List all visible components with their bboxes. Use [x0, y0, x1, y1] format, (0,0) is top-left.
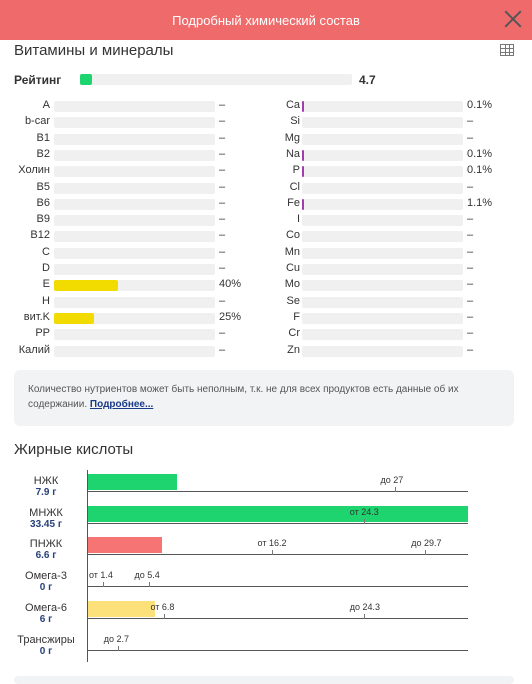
nutrient-value: –: [219, 327, 226, 340]
nutrient-value: –: [467, 229, 474, 242]
nutrient-value: –: [467, 262, 474, 274]
nutrient-name: Mo: [284, 278, 300, 291]
nutrient-name: b-car: [24, 115, 50, 128]
nutrient-name: Si: [290, 115, 300, 128]
nutrient-name: Cr: [288, 327, 300, 340]
nutrient-note: [14, 370, 514, 426]
nutrient-value: –: [219, 294, 226, 307]
close-icon[interactable]: [502, 8, 524, 30]
next-section-card: [14, 676, 514, 684]
nutrient-row: [0, 295, 532, 311]
nutrient-value: –: [219, 180, 226, 193]
rating-label: Рейтинг: [14, 73, 62, 87]
row-baseline: [87, 650, 468, 651]
norm-marker-label: до 2.7: [103, 633, 130, 644]
nutrient-bar: [302, 117, 463, 128]
norm-marker-tick: [118, 646, 119, 651]
table-view-icon[interactable]: [500, 44, 514, 56]
nutrient-bar: [302, 199, 463, 210]
nutrient-row: [0, 148, 532, 164]
nutrient-value: –: [467, 115, 474, 128]
more-link[interactable]: Подробнее...: [89, 399, 154, 410]
section-title-fatty-acids: Жирные кислоты: [14, 441, 134, 458]
nutrient-name: Cl: [289, 180, 300, 193]
nutrient-name: H: [42, 294, 50, 307]
rating-bar-fill: [80, 74, 92, 85]
nutrient-name: PP: [35, 327, 50, 340]
nutrient-name: B1: [36, 131, 50, 144]
fatty-acid-amount: 33.45 г: [30, 518, 62, 530]
nutrient-value: 0.1%: [467, 147, 493, 160]
nutrient-row: [0, 213, 532, 229]
fatty-acid-bar: [87, 506, 468, 522]
nutrient-value: –: [219, 99, 226, 111]
norm-marker-label: от 6.8: [150, 601, 175, 612]
section-title-vitamins: Витамины и минералы: [14, 42, 174, 59]
nutrient-value: –: [467, 131, 474, 144]
fatty-acid-amount: 0 г: [39, 582, 53, 594]
fatty-acid-name: НЖК: [33, 475, 59, 487]
fatty-acid-name: Омега-6: [25, 601, 67, 614]
norm-marker-tick: [425, 550, 426, 555]
nutrient-bar: [302, 248, 463, 259]
fatty-acid-amount: 6 г: [39, 613, 53, 625]
nutrient-value: –: [467, 180, 474, 193]
nutrient-value: –: [467, 294, 474, 307]
fatty-acid-name: ПНЖК: [29, 538, 63, 551]
nutrient-name: Холин: [18, 164, 50, 177]
fatty-acid-name: Омега-3: [25, 570, 67, 583]
nutrient-bar: [302, 329, 463, 340]
norm-marker-tick: [272, 550, 273, 555]
nutrient-row: [0, 197, 532, 213]
nutrient-name: Mg: [284, 131, 300, 144]
nutrient-value: –: [219, 196, 226, 209]
nutrient-name: Mn: [284, 245, 300, 258]
row-baseline: [87, 586, 468, 587]
modal-header: [0, 0, 532, 40]
nutrient-row: [0, 311, 532, 327]
nutrient-bar-fill: [302, 150, 304, 161]
nutrient-bar: [302, 166, 463, 177]
norm-marker-label: от 16.2: [257, 538, 287, 549]
nutrient-name: Co: [285, 229, 300, 242]
nutrient-row: [0, 229, 532, 245]
nutrient-bar-fill: [302, 166, 304, 177]
fatty-acid-amount: 0 г: [39, 645, 53, 657]
norm-marker-tick: [364, 519, 365, 524]
nutrient-bar: [302, 101, 463, 112]
nutrient-value: –: [467, 327, 474, 340]
nutrient-row: [0, 132, 532, 148]
nutrient-value: –: [219, 262, 226, 274]
nutrient-bar: [302, 297, 463, 308]
nutrient-name: Калий: [18, 343, 50, 356]
row-baseline: [87, 554, 468, 555]
nutrient-value: –: [219, 164, 226, 177]
nutrient-row: [0, 327, 532, 343]
nutrient-name: A: [42, 99, 50, 111]
nutrient-value: –: [219, 229, 226, 242]
nutrient-row: [0, 181, 532, 197]
nutrient-row: [0, 246, 532, 262]
norm-marker-label: от 24.3: [349, 506, 379, 517]
rating-bar: [80, 74, 352, 85]
nutrient-row: [0, 278, 532, 294]
nutrient-name: Na: [285, 147, 300, 160]
rating-value: 4.7: [359, 73, 376, 87]
norm-marker-label: до 29.7: [411, 538, 442, 549]
nutrient-name: Ca: [285, 99, 300, 111]
nutrient-row: [0, 115, 532, 131]
nutrient-row: [0, 99, 532, 115]
nutrient-value: –: [219, 147, 226, 160]
nutrient-bar-fill: [302, 199, 304, 210]
nutrient-value: –: [219, 131, 226, 144]
norm-marker-label: от 1.4: [88, 570, 113, 581]
nutrient-value: 1.1%: [467, 196, 493, 209]
norm-marker-label: до 24.3: [349, 601, 381, 612]
nutrient-value: –: [467, 310, 474, 323]
nutrient-row: [0, 164, 532, 180]
nutrient-name: I: [296, 213, 300, 226]
chart-axis: [87, 470, 88, 662]
nutrient-bar: [302, 264, 463, 275]
nutrient-bar: [302, 231, 463, 242]
nutrient-value: 25%: [219, 310, 242, 323]
fatty-acid-bar: [87, 601, 155, 617]
nutrient-value: 0.1%: [467, 164, 493, 177]
nutrient-bar: [302, 183, 463, 194]
nutrient-value: –: [467, 245, 474, 258]
nutrient-value: –: [219, 213, 226, 226]
nutrient-value: –: [467, 278, 474, 291]
norm-marker-tick: [103, 582, 104, 587]
norm-marker-label: до 5.4: [134, 570, 160, 581]
nutrient-value: –: [219, 245, 226, 258]
row-baseline: [87, 618, 468, 619]
row-baseline: [87, 523, 468, 524]
nutrient-name: B6: [36, 196, 50, 209]
nutrient-value: –: [467, 343, 474, 356]
norm-marker-tick: [164, 614, 165, 619]
nutrient-row: [0, 262, 532, 278]
nutrient-bar: [302, 280, 463, 291]
fatty-acid-name: МНЖК: [29, 506, 63, 519]
nutrient-bar: [302, 313, 463, 324]
nutrient-name: F: [293, 310, 300, 323]
nutrient-row: [0, 344, 532, 360]
nutrient-value: –: [219, 115, 226, 128]
nutrient-name: Zn: [287, 343, 300, 356]
nutrient-bar: [302, 346, 463, 357]
fatty-acid-bar: [87, 537, 162, 553]
nutrient-name: B2: [36, 147, 50, 160]
norm-marker-tick: [364, 614, 365, 619]
fatty-acid-name: Трансжиры: [17, 633, 75, 646]
nutrient-name: Cu: [285, 262, 300, 274]
nutrient-name: P: [292, 164, 300, 177]
nutrient-name: B12: [30, 229, 50, 242]
nutrient-name: B9: [36, 213, 50, 226]
modal-title: Подробный химический состав: [172, 12, 360, 28]
norm-marker-tick: [395, 487, 396, 492]
nutrient-name: D: [42, 262, 50, 274]
nutrient-name: C: [42, 245, 50, 258]
row-baseline: [87, 491, 468, 492]
nutrient-name: Fe: [287, 196, 300, 209]
nutrient-name: Se: [286, 294, 300, 307]
nutrient-value: 0.1%: [467, 99, 493, 111]
nutrient-name: вит.K: [23, 310, 50, 323]
nutrient-name: B5: [36, 180, 50, 193]
nutrient-bar: [302, 134, 463, 145]
fatty-acid-amount: 7.9 г: [35, 487, 57, 498]
norm-marker-tick: [149, 582, 150, 587]
norm-marker-label: до 27: [380, 475, 404, 485]
nutrient-name: E: [42, 278, 50, 291]
nutrient-value: –: [467, 213, 474, 226]
note-text: Количество нутриентов может быть неполным, т.к. не для всех продуктов есть данные об их содержании.: [28, 384, 459, 410]
nutrient-bar: [302, 150, 463, 161]
nutrient-bar-fill: [302, 101, 304, 112]
fatty-acid-amount: 6.6 г: [35, 550, 57, 562]
fatty-acid-bar: [87, 474, 177, 490]
nutrient-value: –: [219, 343, 226, 356]
nutrient-value: 40%: [219, 278, 242, 291]
nutrient-bar: [302, 215, 463, 226]
